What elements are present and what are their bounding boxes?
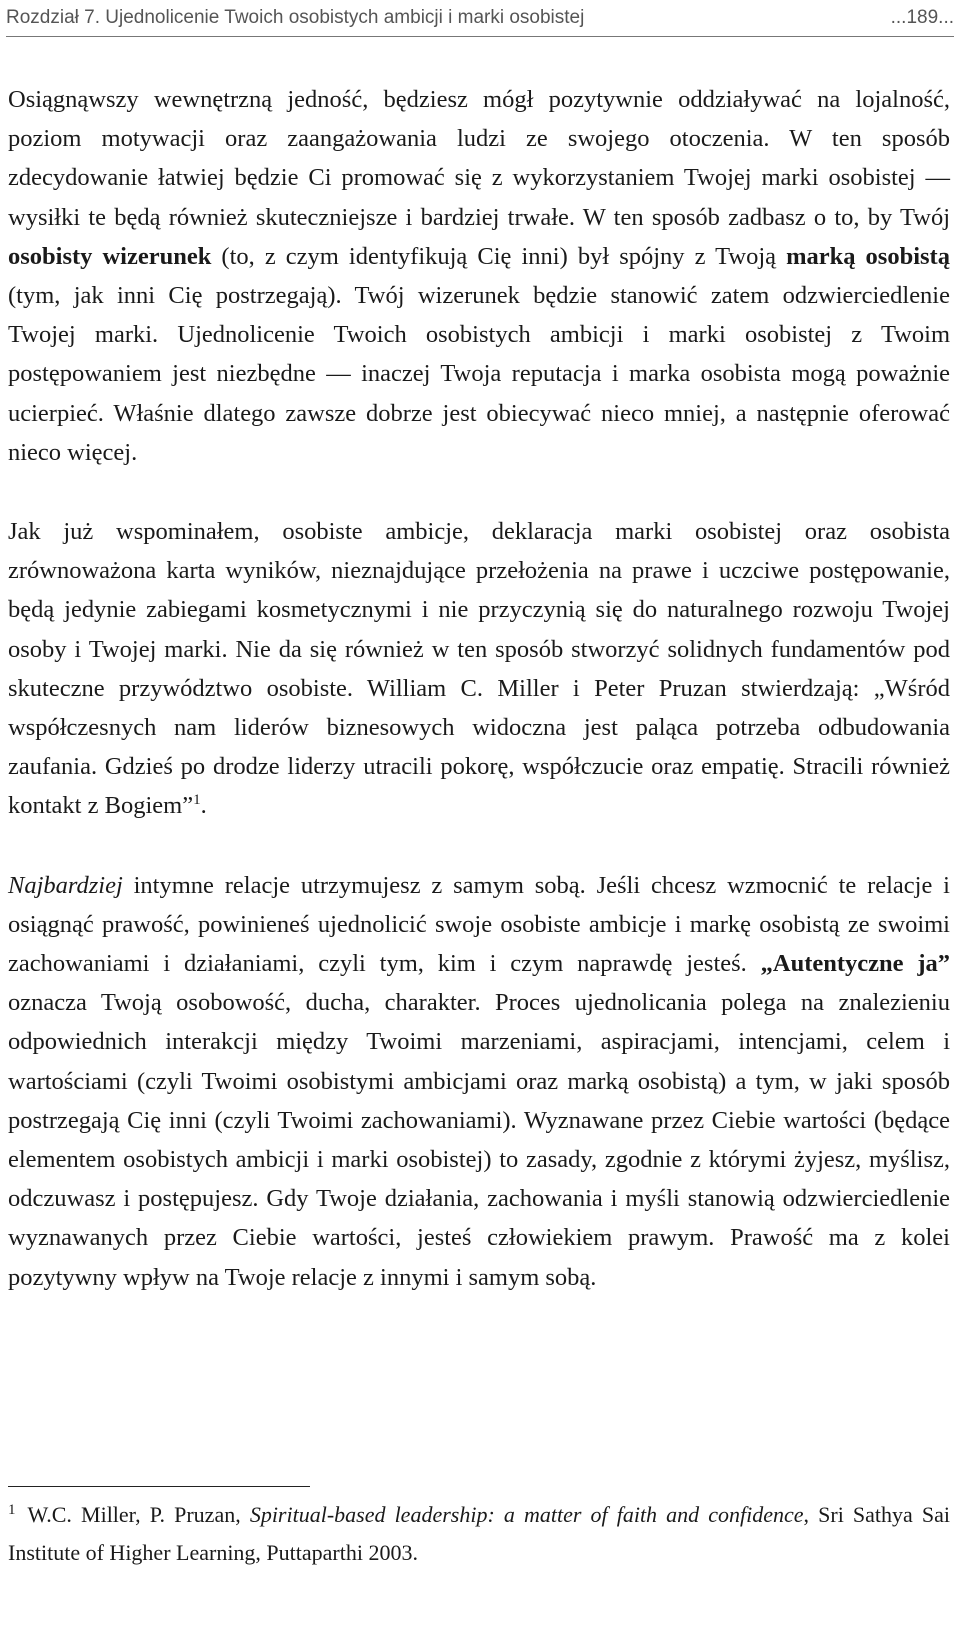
running-header (6, 0, 954, 37)
page-number: ...189... (890, 7, 954, 28)
text-run: Jak już wspominałem, osobiste ambicje, deklaracja marki osobistej oraz osobista zrównoważona karta wyników, nieznajdujące przełożenia na prawe i uczciwe postępowanie, będą jedynie zabiegami kosmetycznymi i nie przyczynią się do naturalnego rozwoju Twojej osoby i Twojej marki. Nie da się również w ten sposób stworzyć solidnych fundamentów pod skuteczne przywództwo osobiste. William C. Miller i Peter Pruzan stwierdzają: „Wśród współczesnych nam liderów biznesowych widoczna jest paląca potrzeba odbudowania zaufania. Gdzieś po drodze liderzy utracili pokorę, współczucie oraz empatię. Stracili również kontakt z Bogiem” (8, 518, 950, 820)
text-run: Osiągnąwszy wewnętrzną jedność, będziesz mógł pozytywnie oddziaływać na lojalność, poziom motywacji oraz zaangażowania ludzi ze swojego otoczenia. W ten sposób zdecydowanie łatwiej będzie Ci promować się z wykorzystaniem Twojej marki osobistej — wysiłki te będą również skuteczniejsze i bardziej trwałe. W ten sposób zadbasz o to, by Twój (8, 86, 950, 231)
chapter-title: Rozdział 7. Ujednolicenie Twoich osobistych ambicji i marki osobistej (6, 7, 585, 28)
text-run: intymne relacje utrzymujesz z samym sobą. Jeśli chcesz wzmocnić te relacje i osiągnąć prawość, powinieneś ujednolicić swoje osobiste ambicje i markę osobistą ze swoimi zachowaniami i działaniami, czyli tym, kim i czym naprawdę jesteś. (8, 871, 950, 978)
paragraph-1 (8, 80, 950, 472)
bold-term: osobisty wizerunek (8, 242, 212, 270)
text-run: (tym, jak inni Cię postrzegają). Twój wizerunek będzie stanowić zatem odzwierciedlenie Twojej marki. Ujednolicenie Twoich osobistych ambicji i marki osobistej z Twoim postępowaniem jest niezbędne — inaczej Twoja reputacja i marka osobista mogą poważnie ucierpieć. Właśnie dlatego zawsze dobrze jest obiecywać nieco mniej, a następnie oferować nieco więcej. (8, 282, 950, 466)
footnote-number: 1 (8, 1501, 16, 1518)
text-run: W.C. Miller, P. Pruzan, (27, 1502, 250, 1527)
bold-term: „Autentyczne ja” (760, 950, 950, 978)
text-run: , Sri Sathya Sai Institute of Higher Learning, Puttaparthi 2003. (8, 1502, 950, 1565)
text-run: oznacza Twoją osobowość, ducha, charakter. Proces ujednolicania polega na znalezieniu odpowiednich interakcji między Twoimi marzeniami, aspiracjami, intencjami, celem i wartościami (czyli Twoimi osobistymi ambicjami oraz marką osobistą) a tym, w jaki sposób postrzegają Cię inni (czyli Twoimi zachowaniami). Wyznawane przez Ciebie wartości (będące elementem osobistych ambicji i marki osobistej) to zasady, zgodnie z którymi żyjesz, myślisz, odczuwasz i postępujesz. Gdy Twoje działania, zachowania i myśli stanowią odzwierciedlenie wyznawanych przez Ciebie wartości, jesteś człowiekiem prawym. Prawość ma z kolei pozytywny wpływ na Twoje relacje z innymi i samym sobą. (8, 989, 950, 1291)
footnote-rule (8, 1486, 310, 1487)
book-title: Spiritual-based leadership: a matter of faith and confidence (249, 1502, 804, 1527)
text-run: (to, z czym identyfikują Cię inni) był spójny z Twoją (211, 242, 787, 270)
text-run: . (200, 792, 207, 820)
italic-word: Najbardziej (8, 871, 123, 899)
main-text (8, 80, 950, 1297)
bold-term: marką osobistą (786, 242, 950, 270)
footnote-ref: 1 (193, 792, 201, 809)
paragraph-3 (8, 866, 950, 1297)
footnote (8, 1496, 950, 1572)
paragraph-2 (8, 512, 950, 826)
